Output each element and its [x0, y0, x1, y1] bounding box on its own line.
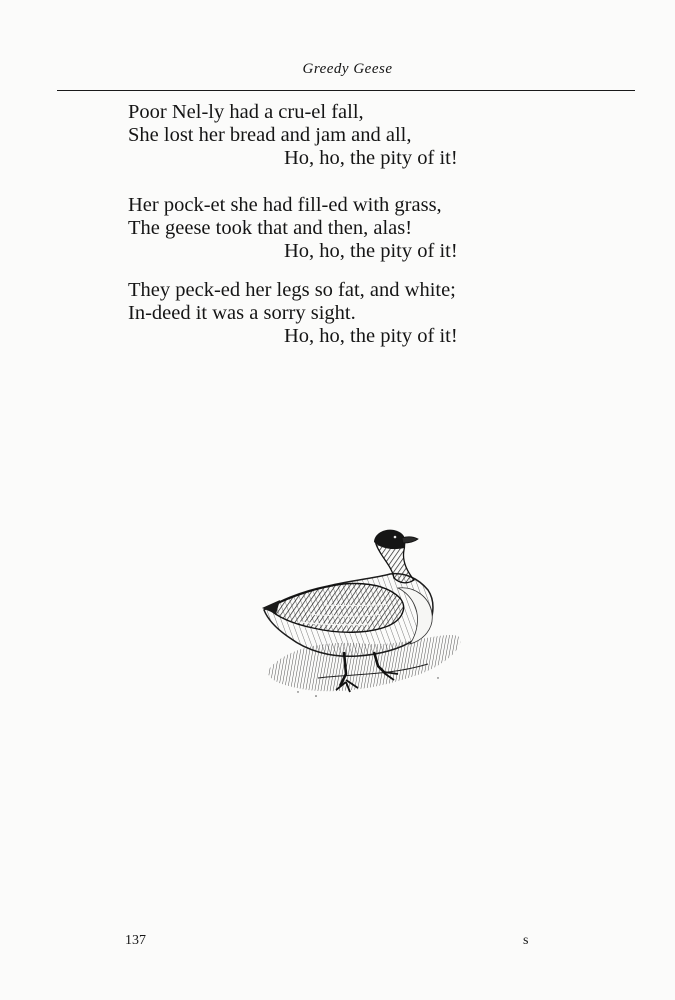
poem-line: She lost her bread and jam and all,: [128, 124, 412, 146]
stanza-3: [128, 279, 598, 348]
poem-line: In-deed it was a sorry sight.: [128, 302, 356, 324]
stanza-2: [128, 194, 598, 263]
poem-line: They peck-ed her legs so fat, and white;: [128, 279, 456, 301]
goose-engraving-icon: [258, 528, 464, 700]
page-number: 137: [125, 933, 146, 948]
stanza-1: [128, 101, 598, 170]
poem-line: Her pock-et she had fill-ed with grass,: [128, 194, 442, 216]
poem-refrain: Ho, ho, the pity of it!: [284, 147, 458, 169]
poem-line: Poor Nel-ly had a cru-el fall,: [128, 101, 364, 123]
signature-mark: s: [523, 933, 529, 948]
poem-line: The geese took that and then, alas!: [128, 217, 413, 239]
poem-refrain: Ho, ho, the pity of it!: [284, 325, 458, 347]
poem-refrain: Ho, ho, the pity of it!: [284, 240, 458, 262]
header-rule: [57, 90, 635, 91]
running-title: Greedy Geese: [302, 61, 393, 77]
